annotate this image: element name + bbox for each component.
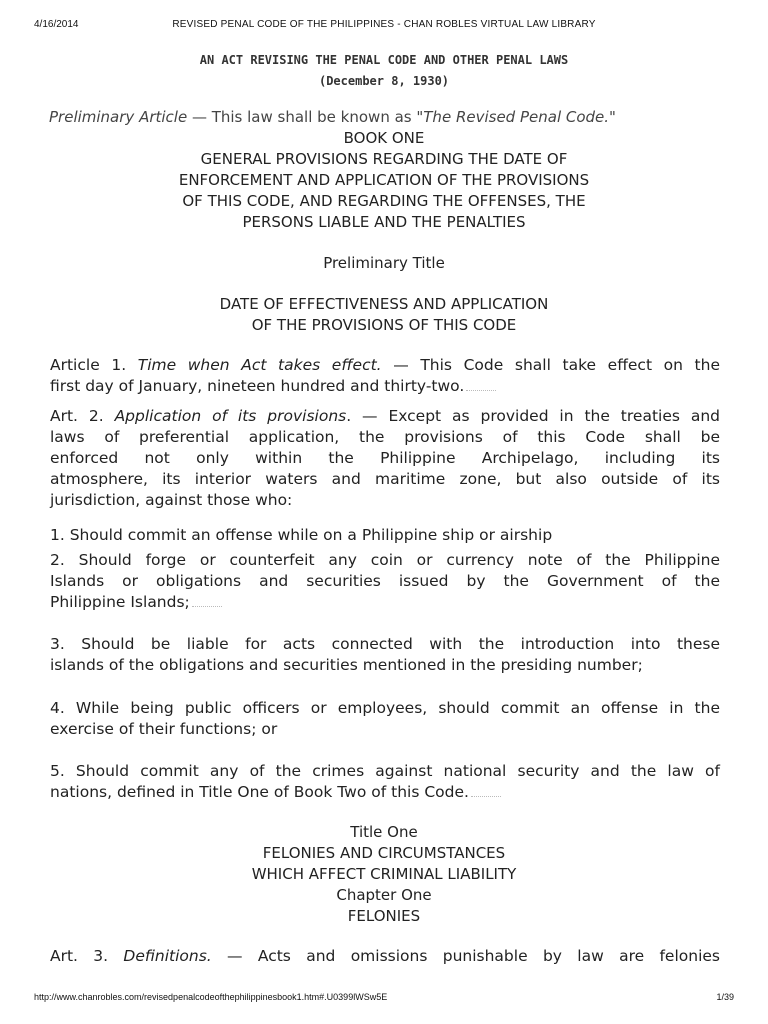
- article-1-line: [50, 376, 720, 397]
- item-3-line: 3. Should be liable for acts connected with the introduction into these: [50, 635, 720, 653]
- article-3: [50, 946, 720, 967]
- book-one-line: GENERAL PROVISIONS REGARDING THE DATE OF: [200, 150, 568, 168]
- book-one-line: ENFORCEMENT AND APPLICATION OF THE PROVISIONS: [178, 171, 590, 189]
- item-2-line: [50, 592, 720, 613]
- item-4: [50, 698, 720, 740]
- book-one-line: OF THIS CODE, AND REGARDING THE OFFENSES, THE: [182, 192, 586, 210]
- article-2: [50, 406, 720, 511]
- article-number: Art. 3.: [50, 947, 124, 965]
- book-one-line: BOOK ONE: [343, 129, 425, 147]
- article-text: — Acts and omissions punishable by law are felonies: [211, 947, 720, 965]
- book-one-heading: [0, 128, 768, 233]
- heading-line: WHICH AFFECT CRIMINAL LIABILITY: [251, 865, 517, 883]
- heading-line: DATE OF EFFECTIVENESS AND APPLICATION: [219, 295, 549, 313]
- item-text: Philippine Islands;: [50, 593, 190, 611]
- source-url-link[interactable]: http://www.chanrobles.com/revisedpenalcodeofthephilippinesbook1.htm#.U0399lWSw5E: [34, 992, 388, 1002]
- page-header-title: REVISED PENAL CODE OF THE PHILIPPINES - CHAN ROBLES VIRTUAL LAW LIBRARY: [172, 19, 596, 30]
- title-one-heading: [0, 822, 768, 927]
- article-number: Article 1.: [50, 356, 138, 374]
- date-effectiveness-heading: [0, 294, 768, 336]
- act-title-line: AN ACT REVISING THE PENAL CODE AND OTHER PENAL LAWS: [199, 53, 569, 67]
- article-number: Art. 2.: [50, 407, 115, 425]
- article-heading: Application of its provisions: [114, 407, 347, 425]
- item-2-line: Islands or obligations and securities issued by the Government of the: [50, 572, 720, 590]
- dotted-leader: [471, 795, 501, 797]
- item-4-line: exercise of their functions; or: [50, 720, 278, 738]
- article-heading: Definitions.: [123, 947, 212, 965]
- article-2-line: atmosphere, its interior waters and maritime zone, but also outside of its: [50, 470, 720, 488]
- act-title: [0, 50, 768, 92]
- heading-line: FELONIES: [347, 907, 421, 925]
- dotted-leader: [466, 389, 496, 391]
- article-text: — This Code shall take effect on the: [381, 356, 720, 374]
- article-2-line: jurisdiction, against those who:: [50, 491, 293, 509]
- article-3-line: [50, 946, 720, 967]
- act-date: (December 8, 1930): [318, 74, 450, 88]
- article-2-line: [50, 406, 720, 427]
- heading-line: Title One: [350, 823, 418, 841]
- article-text: . — Except as provided in the treaties and: [346, 407, 720, 425]
- item-3-line: islands of the obligations and securities mentioned in the presiding number;: [50, 656, 643, 674]
- heading-line: Chapter One: [336, 886, 432, 904]
- article-1: [50, 355, 720, 397]
- article-heading: Time when Act takes effect.: [137, 356, 382, 374]
- item-text: nations, defined in Title One of Book Two of this Code.: [50, 783, 469, 801]
- preliminary-title: Preliminary Title: [323, 254, 445, 272]
- item-5: [50, 761, 720, 803]
- article-2-line: laws of preferential application, the provisions of this Code shall be: [50, 428, 720, 446]
- item-3: [50, 634, 720, 676]
- page-number: 1/39: [716, 992, 734, 1002]
- item-4-line: 4. While being public officers or employees, should commit an offense in the: [50, 699, 720, 717]
- print-date: 4/16/2014: [34, 19, 79, 30]
- item-2: [50, 550, 720, 613]
- book-one-line: PERSONS LIABLE AND THE PENALTIES: [242, 213, 526, 231]
- preliminary-article-text: — This law shall be known as: [187, 108, 417, 126]
- heading-line: OF THE PROVISIONS OF THIS CODE: [251, 316, 517, 334]
- article-text: first day of January, nineteen hundred and thirty-two.: [50, 377, 465, 395]
- article-2-line: enforced not only within the Philippine Archipelago, including its: [50, 449, 720, 467]
- item-1: 1. Should commit an offense while on a Philippine ship or airship: [50, 526, 553, 544]
- item-5-line: 5. Should commit any of the crimes against national security and the law of: [50, 762, 720, 780]
- article-1-line: [50, 355, 720, 376]
- heading-line: FELONIES AND CIRCUMSTANCES: [262, 844, 506, 862]
- preliminary-article-label: Preliminary Article: [49, 108, 188, 126]
- item-2-line: 2. Should forge or counterfeit any coin or currency note of the Philippine: [50, 551, 720, 569]
- item-5-line: [50, 782, 720, 803]
- dotted-leader: [192, 605, 222, 607]
- preliminary-article-quote: "The Revised Penal Code.": [416, 108, 616, 126]
- preliminary-article: [49, 108, 728, 126]
